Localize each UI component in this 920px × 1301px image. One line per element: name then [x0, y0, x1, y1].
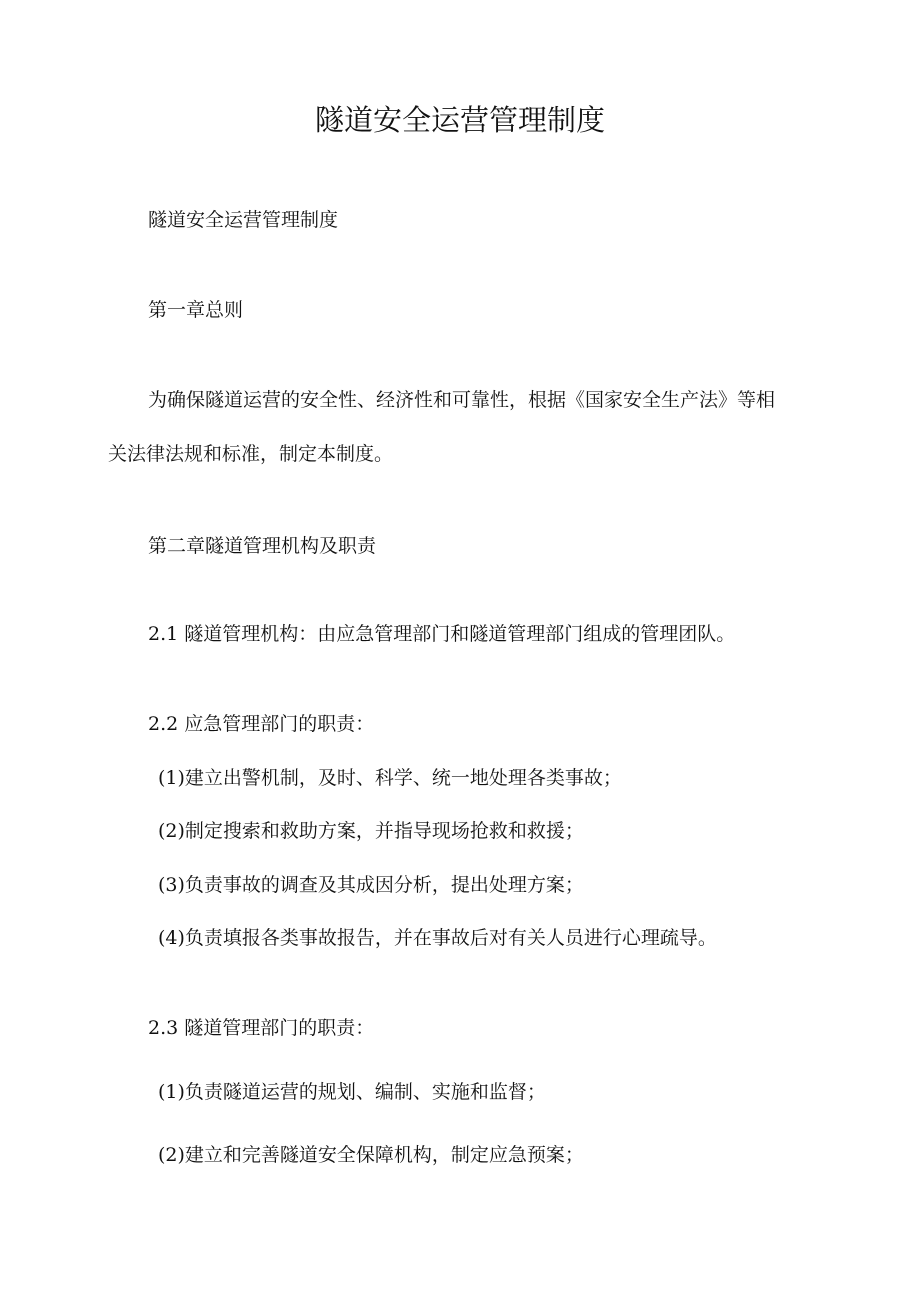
- section-2-2-item: (1)建立出警机制，及时、科学、统一地处理各类事故；: [158, 767, 622, 789]
- chapter-2-heading: 第二章隧道管理机构及职责: [148, 535, 377, 557]
- section-2-1: 2.1 隧道管理机构：由应急管理部门和隧道管理部门组成的管理团队。: [148, 623, 736, 645]
- section-2-2-heading: 2.2 应急管理部门的职责：: [148, 713, 375, 735]
- section-2-3-item: (2)建立和完善隧道安全保障机构，制定应急预案；: [158, 1144, 584, 1166]
- document-subtitle: 隧道安全运营管理制度: [148, 209, 339, 231]
- section-2-2-item: (2)制定搜索和救助方案，并指导现场抢救和救援；: [158, 820, 584, 842]
- section-2-3-heading: 2.3 隧道管理部门的职责：: [148, 1017, 375, 1039]
- section-2-2-item: (3)负责事故的调查及其成因分析，提出处理方案；: [158, 874, 584, 896]
- section-2-2-item: (4)负责填报各类事故报告，并在事故后对有关人员进行心理疏导。: [158, 927, 717, 949]
- document-title: 隧道安全运营管理制度: [314, 103, 605, 137]
- chapter-1-heading: 第一章总则: [148, 299, 244, 321]
- chapter-1-paragraph-line-2: 关法律法规和标准，制定本制度。: [108, 443, 394, 465]
- chapter-1-paragraph-line-1: 为确保隧道运营的安全性、经济性和可靠性，根据《国家安全生产法》等相: [148, 389, 776, 411]
- section-2-3-item: (1)负责隧道运营的规划、编制、实施和监督；: [158, 1081, 546, 1103]
